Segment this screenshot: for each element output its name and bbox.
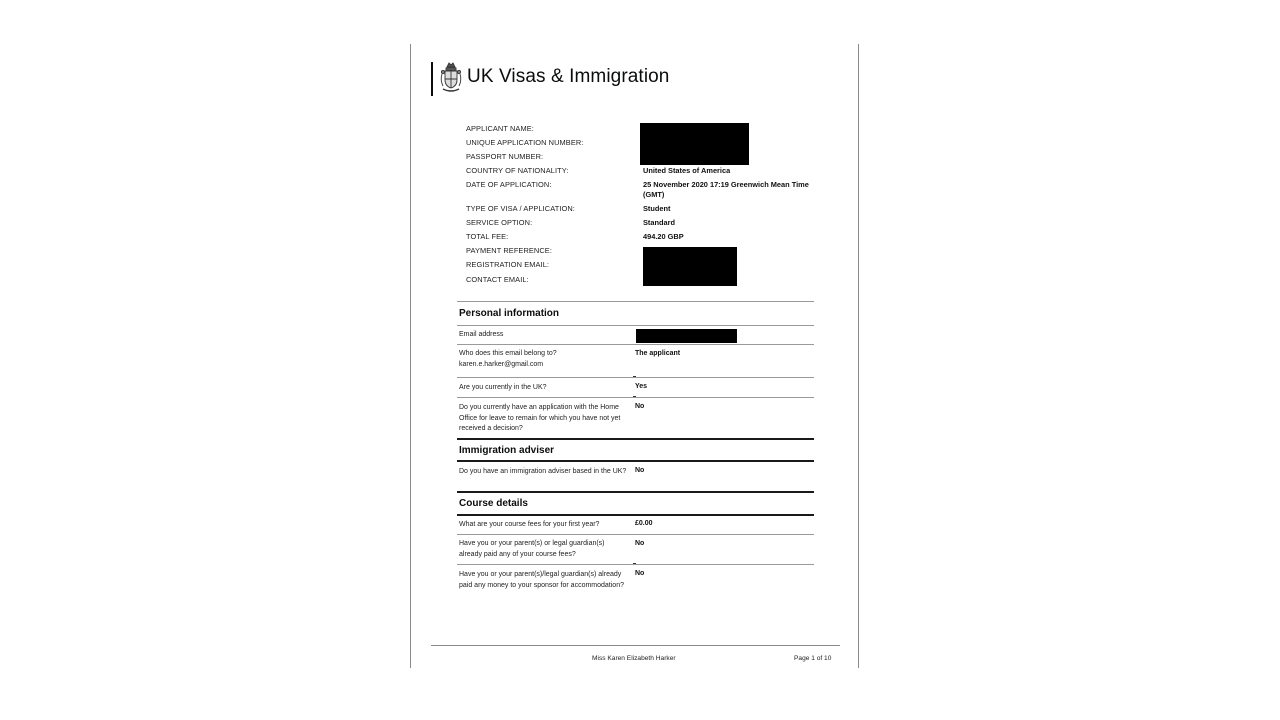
- answer-course-fees: £0.00: [635, 520, 653, 527]
- question-fees-paid: Have you or your parent(s) or legal guardian(s) already paid any of your course fees?: [459, 540, 605, 558]
- row-divider: [457, 344, 814, 345]
- question-course-fees: What are your course fees for your first year?: [459, 521, 600, 528]
- section-divider: [457, 491, 814, 493]
- section-divider: [457, 301, 814, 302]
- answer-email-owner: The applicant: [635, 350, 681, 357]
- royal-coat-of-arms-icon: [439, 60, 463, 96]
- answer-accommodation-paid: No: [635, 570, 645, 577]
- question-pending-application: Do you currently have an application with the Home Office for leave to remain for which you have not yet received a decision?: [459, 404, 621, 433]
- label-application-number: UNIQUE APPLICATION NUMBER:: [466, 138, 584, 147]
- brand-bar: [431, 62, 433, 96]
- redaction-block: [640, 123, 749, 165]
- footer-divider: [431, 645, 840, 646]
- row-divider: [457, 564, 814, 565]
- row-divider: [457, 460, 814, 462]
- page-number: Page 1 of 10: [794, 655, 832, 662]
- row-divider: [457, 377, 814, 378]
- label-date-of-application: DATE OF APPLICATION:: [466, 180, 552, 189]
- label-passport-number: PASSPORT NUMBER:: [466, 152, 544, 161]
- redaction-block: [643, 247, 737, 286]
- label-registration-email: REGISTRATION EMAIL:: [466, 260, 550, 269]
- question-in-uk: Are you currently in the UK?: [459, 384, 547, 391]
- label-total-fee: TOTAL FEE:: [466, 232, 509, 241]
- value-date-of-application: 25 November 2020 17:19 Greenwich Mean Time (GMT): [643, 180, 809, 199]
- answer-fees-paid: No: [635, 540, 645, 547]
- footer-applicant-name: Miss Karen Elizabeth Harker: [592, 655, 676, 662]
- row-divider: [457, 534, 814, 535]
- section-heading-adviser: Immigration adviser: [459, 445, 555, 456]
- value-service-option: Standard: [643, 218, 676, 227]
- label-payment-reference: PAYMENT REFERENCE:: [466, 246, 552, 255]
- section-heading-personal: Personal information: [459, 308, 560, 319]
- label-nationality: COUNTRY OF NATIONALITY:: [466, 166, 569, 175]
- value-nationality: United States of America: [643, 166, 731, 175]
- section-divider: [457, 438, 814, 440]
- answer-pending-application: No: [635, 403, 645, 410]
- agency-title: UK Visas & Immigration: [467, 66, 670, 87]
- row-divider: [457, 397, 814, 398]
- row-divider: [457, 325, 814, 326]
- question-email-address: Email address: [459, 331, 504, 338]
- question-immigration-adviser: Do you have an immigration adviser based in the UK?: [459, 468, 627, 475]
- row-divider: [457, 514, 814, 516]
- value-total-fee: 494.20 GBP: [643, 232, 684, 241]
- label-visa-type: TYPE OF VISA / APPLICATION:: [466, 204, 575, 213]
- label-service-option: SERVICE OPTION:: [466, 218, 533, 227]
- section-heading-course: Course details: [459, 498, 528, 509]
- label-applicant-name: APPLICANT NAME:: [466, 124, 534, 133]
- question-email-owner: Who does this email belong to? karen.e.harker@gmail.com: [459, 350, 557, 368]
- redaction-block: [636, 329, 737, 343]
- label-contact-email: CONTACT EMAIL:: [466, 275, 529, 284]
- answer-immigration-adviser: No: [635, 467, 645, 474]
- value-visa-type: Student: [643, 204, 671, 213]
- answer-in-uk: Yes: [635, 383, 648, 390]
- question-accommodation-paid: Have you or your parent(s)/legal guardian(s) already paid any money to your sponsor for accommodation?: [459, 571, 624, 589]
